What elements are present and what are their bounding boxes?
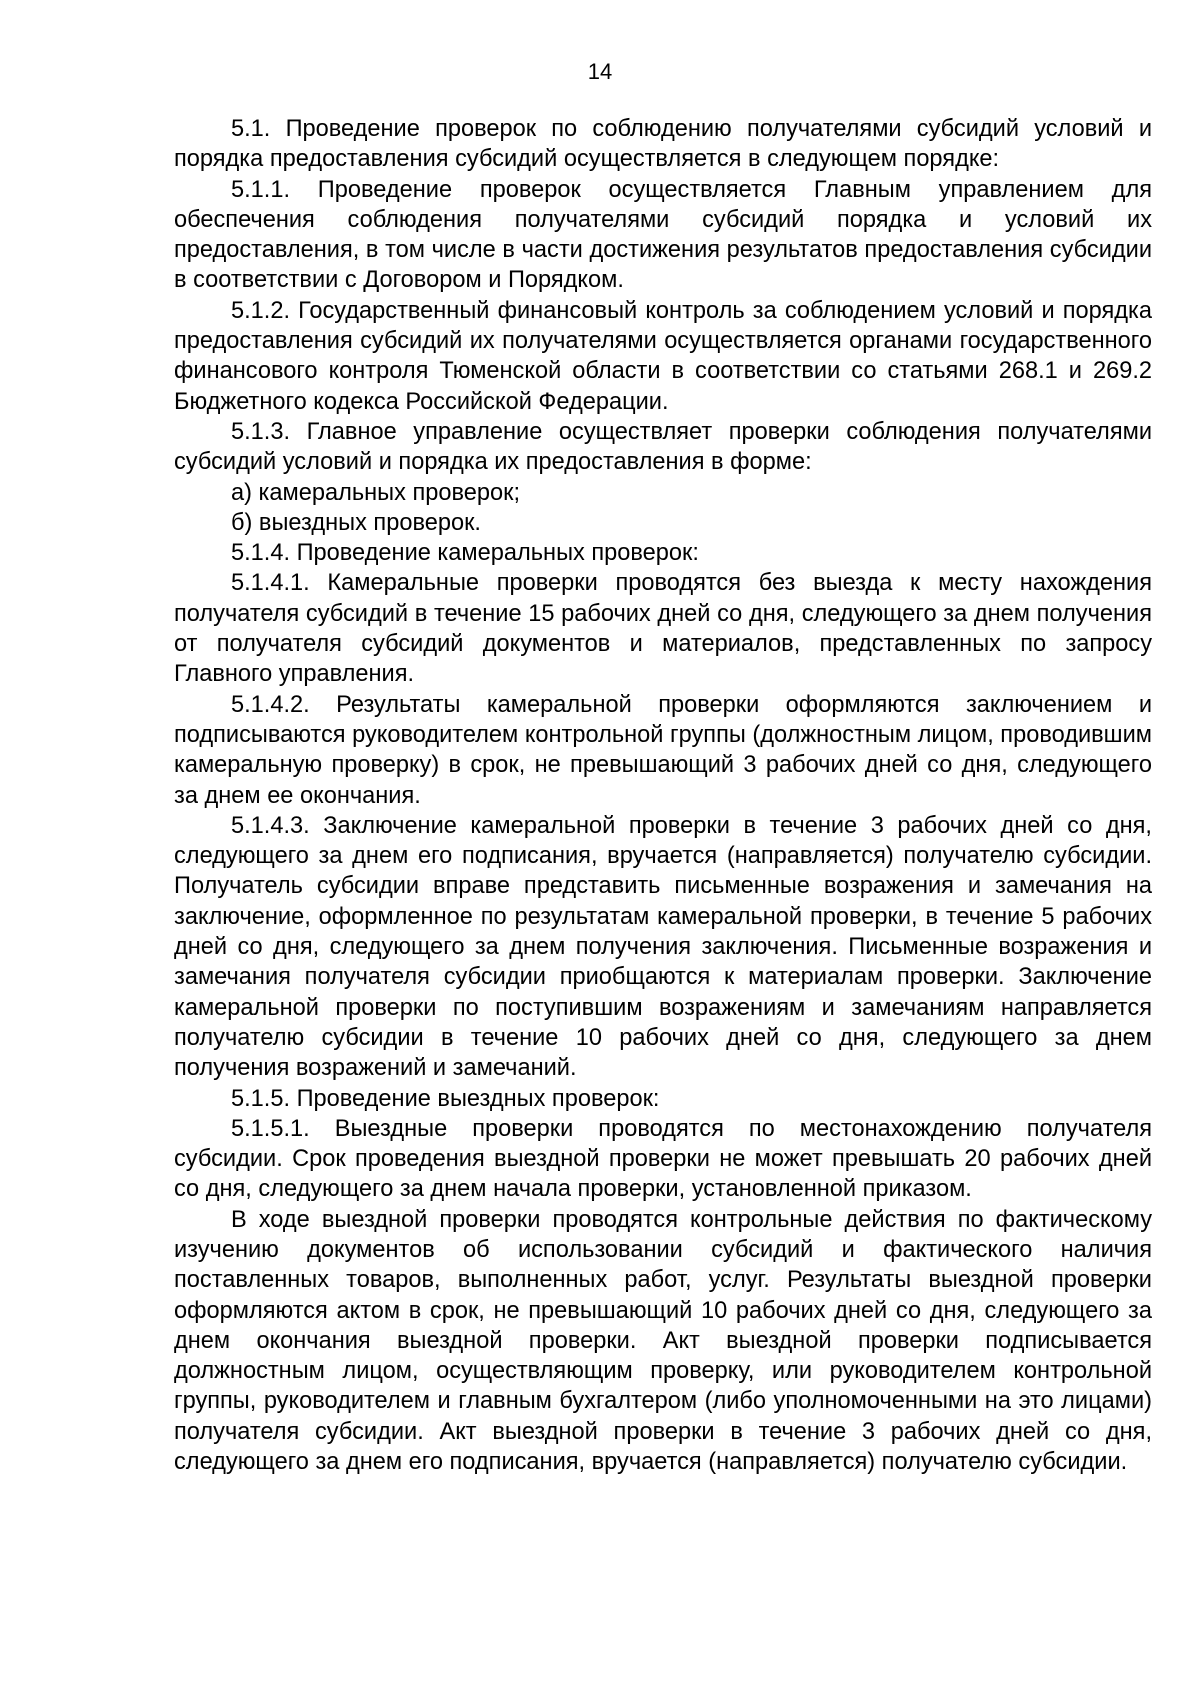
paragraph-5-1-5-1: 5.1.5.1. Выездные проверки проводятся по местонахождению получателя субсидии. Срок проведения выездной проверки не может превышать 20 рабочих дней со дня, следующего за днем начала проверки, установленной приказом. bbox=[174, 1115, 1152, 1203]
list-item-a: а) камеральных проверок; bbox=[231, 479, 521, 506]
list-item-b: б) выездных проверок. bbox=[231, 509, 481, 536]
paragraph-5-1-1: 5.1.1. Проведение проверок осуществляется Главным управлением для обеспечения соблюдения получателями субсидий порядка и условий их предоставления, в том числе в части достижения результатов предоставления субсидии в соответствии с Договором и Порядком. bbox=[174, 176, 1152, 294]
paragraph-5-1-4-1: 5.1.4.1. Камеральные проверки проводятся без выезда к месту нахождения получателя субсидий в течение 15 рабочих дней со дня, следующего за днем получения от получателя субсидий документов и материалов, представленных по запросу Главного управления. bbox=[174, 570, 1152, 688]
page-number: 14 bbox=[587, 59, 613, 84]
paragraph-5-1-4-2: 5.1.4.2. Результаты камеральной проверки оформляются заключением и подписываются руководителем контрольной группы (должностным лицом, проводившим камеральную проверку) в срок, не превышающий 3 рабочих дней со дня, следующего за днем ее окончания. bbox=[174, 691, 1152, 809]
paragraph-5-1-5: 5.1.5. Проведение выездных проверок: bbox=[231, 1085, 660, 1112]
paragraph-5-1-2: 5.1.2. Государственный финансовый контроль за соблюдением условий и порядка предоставления субсидий их получателями осуществляется органами государственного финансового контроля Тюменской области в соответствии со статьями 268.1 и 269.2 Бюджетного кодекса Российской Федерации. bbox=[174, 297, 1152, 415]
paragraph-5-1-3: 5.1.3. Главное управление осуществляет проверки соблюдения получателями субсидий условий и порядка их предоставления в форме: bbox=[174, 418, 1152, 476]
paragraph-onsite-inspection: В ходе выездной проверки проводятся контрольные действия по фактическому изучению документов об использовании субсидий и фактического наличия поставленных товаров, выполненных работ, услуг. Результаты выездной проверки оформляются актом в срок, не превышающий 10 рабочих дней со дня, следующего за днем окончания выездной проверки. Акт выездной проверки подписывается должностным лицом, осуществляющим проверку, или руководителем контрольной группы, руководителем и главным бухгалтером (либо уполномоченными на это лицами) получателя субсидии. Акт выездной проверки в течение 3 рабочих дней со дня, следующего за днем его подписания, вручается (направляется) получателю субсидии. bbox=[174, 1206, 1152, 1476]
paragraph-5-1-4-3: 5.1.4.3. Заключение камеральной проверки в течение 3 рабочих дней со дня, следующего за днем его подписания, вручается (направляется) получателю субсидии. Получатель субсидии вправе представить письменные возражения и замечания на заключение, оформленное по результатам камеральной проверки, в течение 5 рабочих дней со дня, следующего за днем получения заключения. Письменные возражения и замечания получателя субсидии приобщаются к материалам проверки. Заключение камеральной проверки по поступившим возражениям и замечаниям направляется получателю субсидии в течение 10 рабочих дней со дня, следующего за днем получения возражений и замечаний. bbox=[174, 812, 1152, 1082]
document-body bbox=[174, 114, 1152, 1477]
paragraph-5-1-4: 5.1.4. Проведение камеральных проверок: bbox=[231, 540, 699, 567]
paragraph-5-1: 5.1. Проведение проверок по соблюдению получателями субсидий условий и порядка предоставления субсидий осуществляется в следующем порядке: bbox=[174, 116, 1152, 173]
